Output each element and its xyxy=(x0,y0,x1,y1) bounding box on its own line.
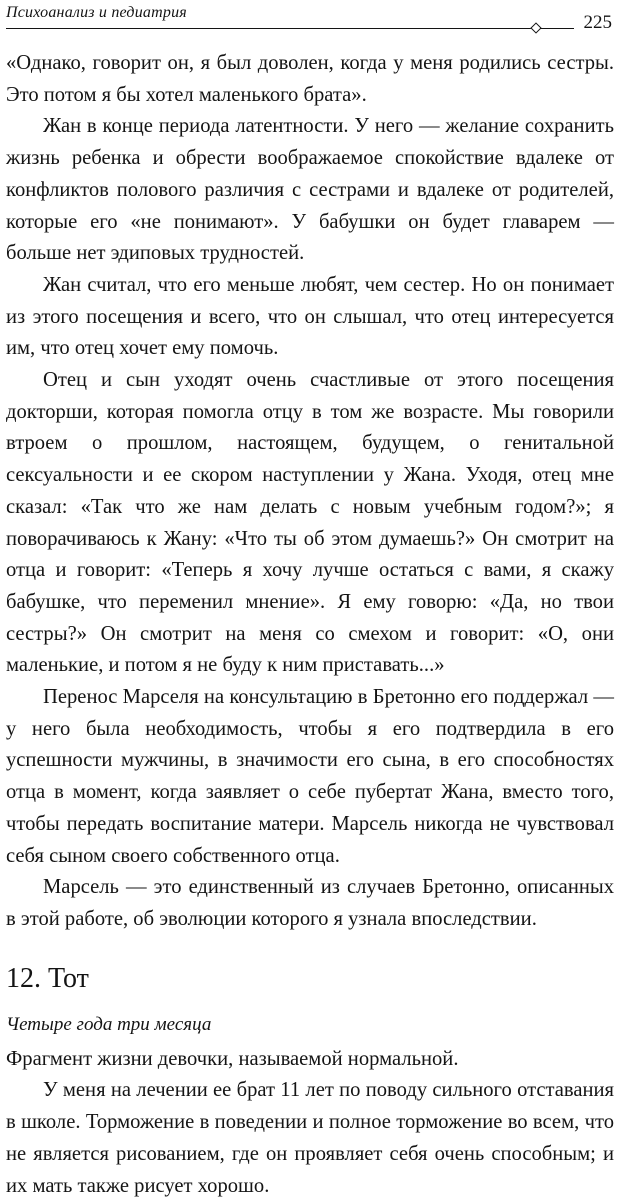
page-body xyxy=(6,48,614,1202)
page-header xyxy=(6,4,612,34)
header-rule-tail xyxy=(540,28,574,29)
paragraph-jean-believed: Жан считал, что его меньше любят, чем сестер. Но он понимает из этого посещения и всего, что он слышал, что отец интересуется им, что отец хочет ему помочь. xyxy=(6,273,614,360)
paragraph-latency: Жан в конце периода латентности. У него — желание сохранить жизнь ребенка и обрести воображаемое спокойствие вдалеке от конфликтов полового различия с сестрами и вдалеке от родителей, которые его «не понимают». У бабушки он будет главарем — больше нет эдиповых трудностей. xyxy=(6,115,614,265)
paragraph-father-and-son: Отец и сын уходят очень счастливые от этого посещения докторши, которая помогла отцу в том же возрасте. Мы говорили втроем о прошлом, настоящем, будущем, о генитальной сексуальности и ее скором наступлении у Жана. Уходя, отец мне сказал: «Так что же нам делать с новым учебным годом?»; я поворачиваюсь к Жану: «Что ты об этом думаешь?» Он смотрит на отца и говорит: «Теперь я хочу лучше остаться с вами, я скажу бабушке, что переменил мнение». Я ему говорю: «Да, но твои сестры?» Он смотрит на меня со смехом и говорит: «О, они маленькие, и потом я не буду к ним приставать...» xyxy=(6,369,614,677)
page-number: 225 xyxy=(583,12,612,33)
header-rule xyxy=(6,28,536,29)
running-title: Психоанализ и педиатрия xyxy=(6,4,187,21)
paragraph-marcel-unique: Марсель — это единственный из случаев Бретонно, описанных в этой работе, об эволюции которого я узнала впоследствии. xyxy=(6,876,614,930)
paragraph-fragment: Фрагмент жизни девочки, называемой нормальной. xyxy=(6,1047,459,1070)
paragraph-transference: Перенос Марселя на консультацию в Бретонно его поддержал — у него была необходимость, чтобы я его подтвердила в его успешности мужчины, в значимости его сына, в его способностях отца в момент, когда заявляет о себе пубертат Жана, вместо того, чтобы передать воспитание матери. Марсель никогда не чувствовал себя сыном своего собственного отца. xyxy=(6,686,614,867)
section-subtitle: Четыре года три месяца xyxy=(6,1013,212,1035)
section-title: 12. Тот xyxy=(6,962,89,994)
paragraph-quote-continuation: «Однако, говорит он, я был доволен, когда у меня родились сестры. Это потом я бы хотел маленького брата». xyxy=(6,52,614,106)
paragraph-brother: У меня на лечении ее брат 11 лет по поводу сильного отставания в школе. Торможение в поведении и полное торможение во всем, что не является рисованием, где он проявляет себя очень способным; и их мать также рисует хорошо. xyxy=(6,1079,614,1197)
